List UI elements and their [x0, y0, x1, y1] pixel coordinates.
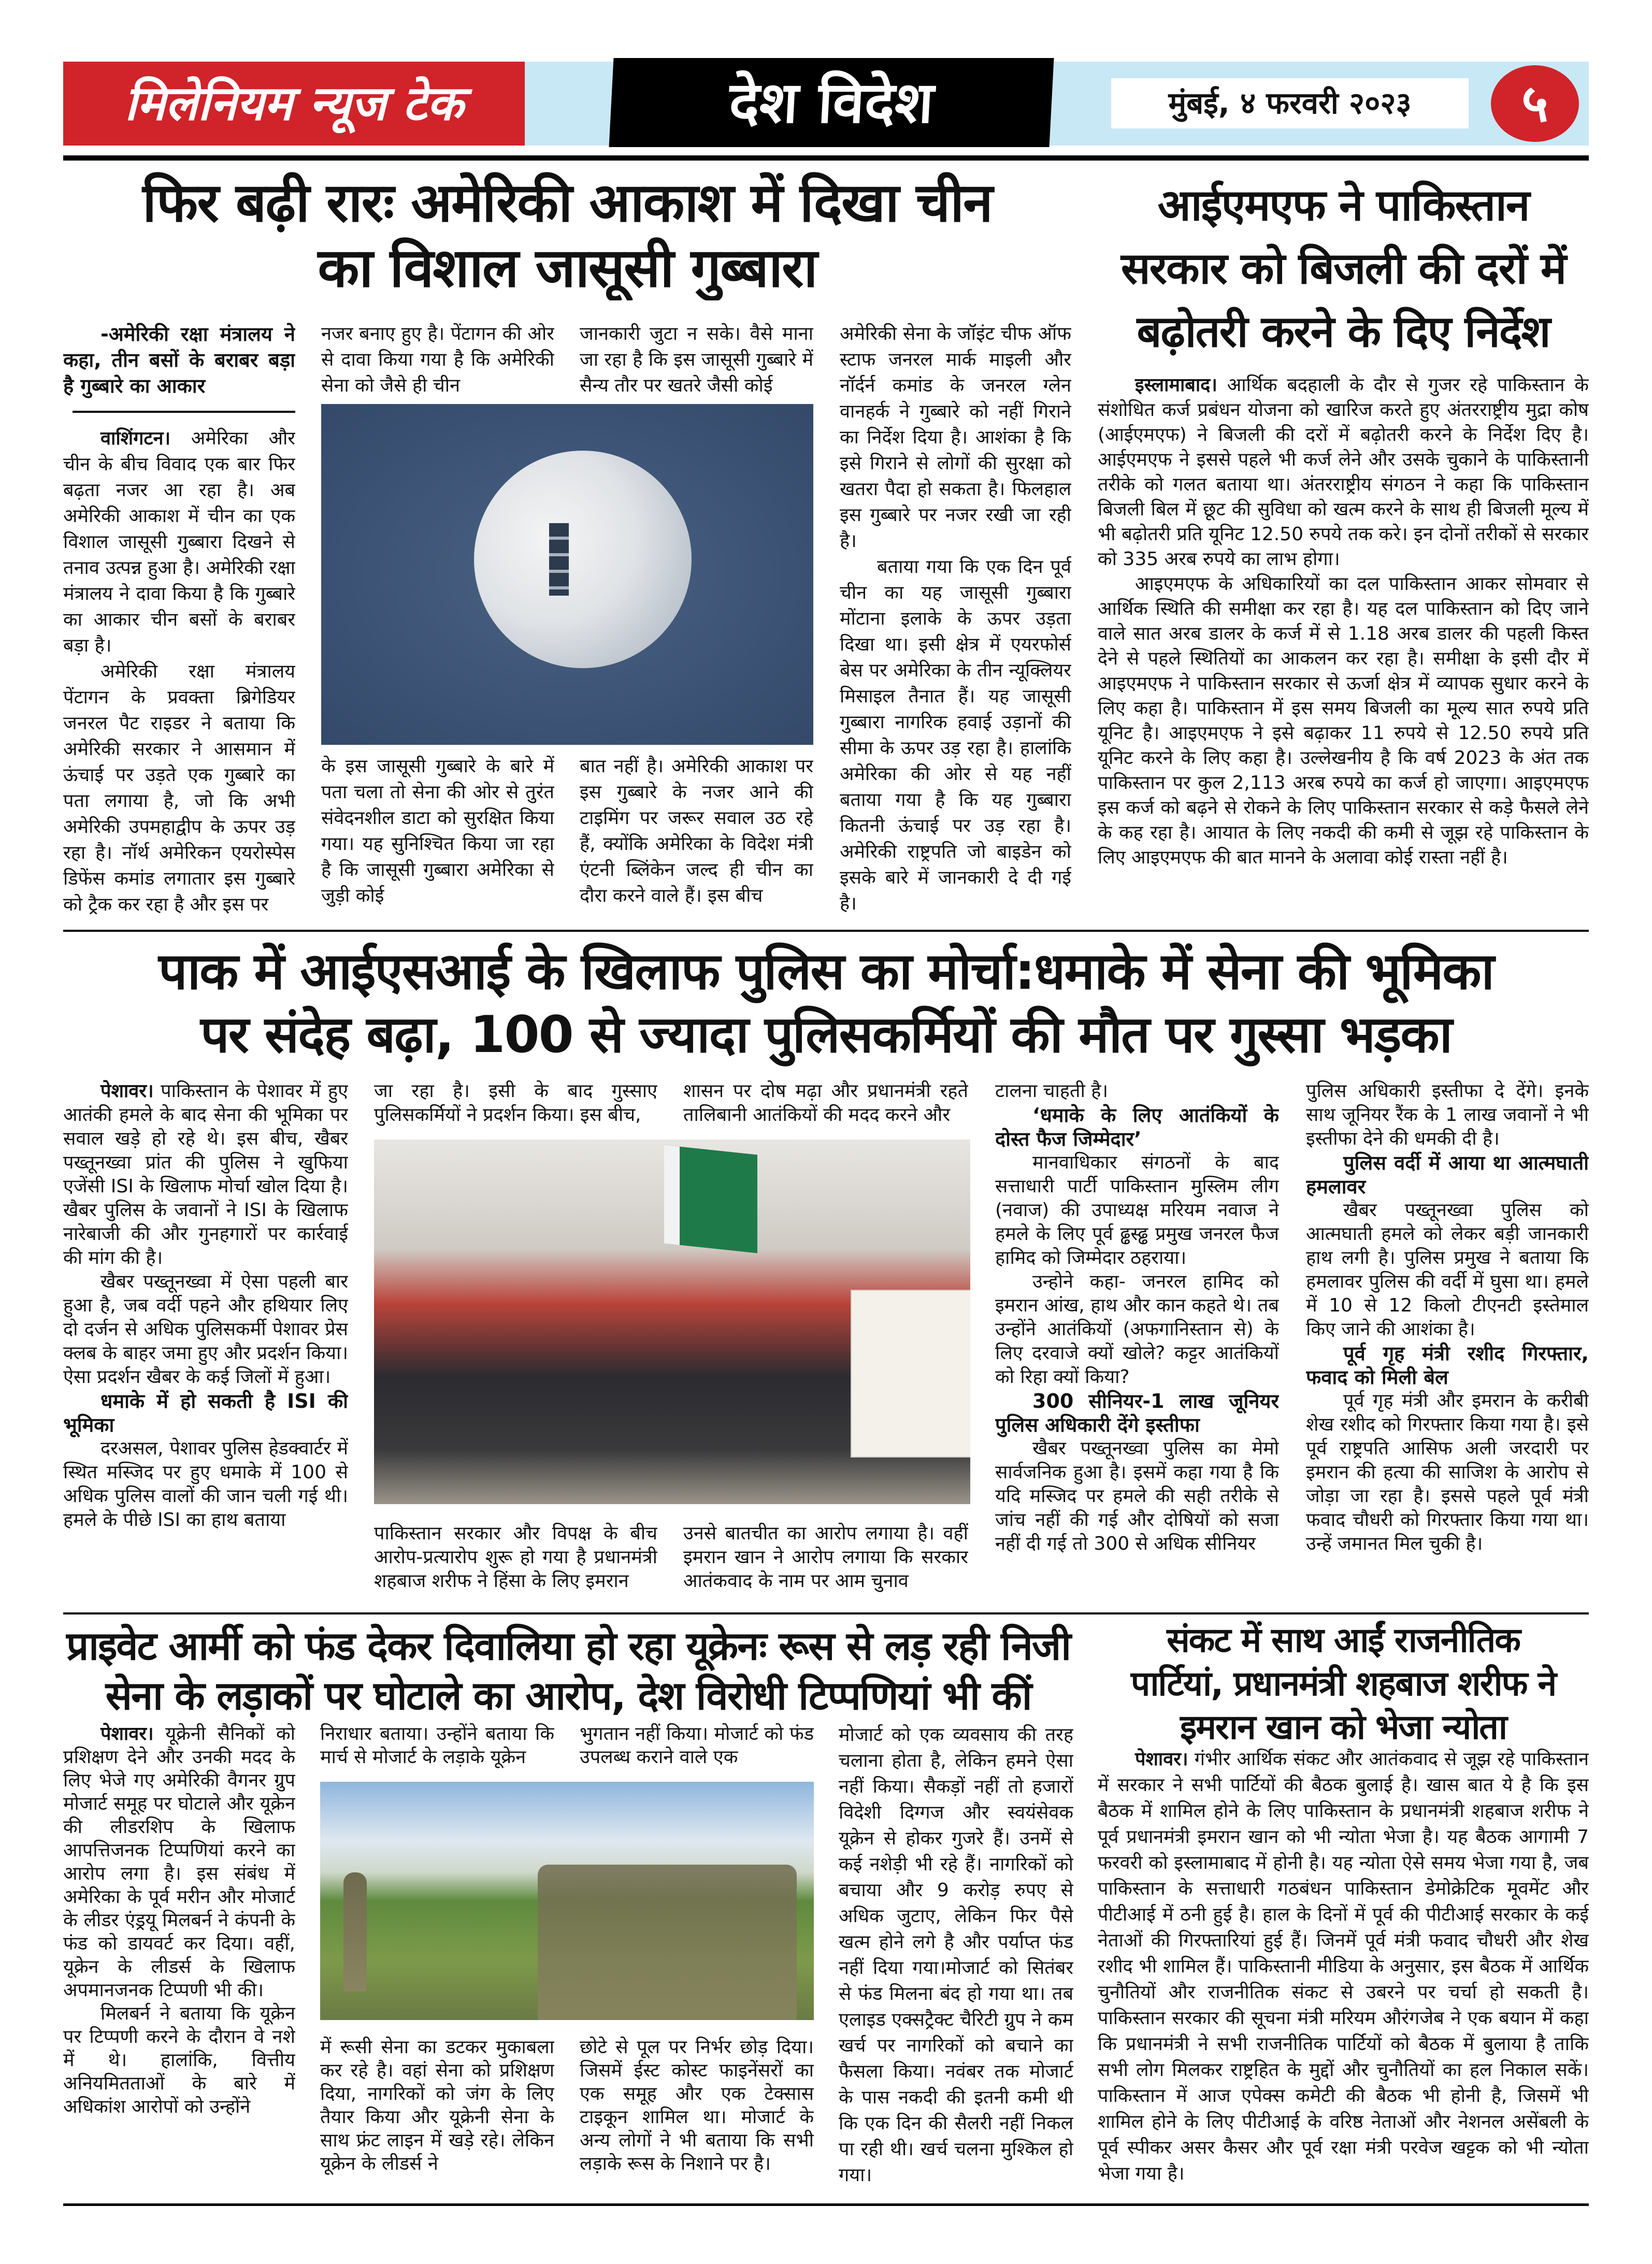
article-paragraph [1306, 1389, 1589, 1556]
paragraph-text: निराधार बताया। उन्होंने बताया कि मार्च से मोजार्ट के लड़ाके यूक्रेन [320, 1723, 554, 1768]
balloon-column-2-bottom [321, 754, 554, 914]
ukraine-troops-photo [320, 1782, 814, 2020]
paragraph-text: के इस जासूसी गुब्बारे के बारे में पता चला तो सेना की ओर से तुरंत संवेदनशील डाटा को सुरक्षित किया गया। यह सुनिश्चित किया जा रहा है कि जासूसी गुब्बारा अमेरिका से जुड़ी कोई [321, 756, 554, 906]
police-protest-photo [374, 1140, 970, 1504]
article-paragraph [63, 1437, 348, 1532]
paragraph-text: भुगतान नहीं किया। मोजार्ट को फंड उपलब्ध कराने वाले एक [580, 1723, 814, 1768]
paragraph-text: गंभीर आर्थिक संकट और आतंकवाद से जूझ रहे पाकिस्तान में सरकार ने सभी पार्टियों की बैठक बुलाई है। खास बात ये है कि इस बैठक में शामिल होने के लिए पाकिस्तान के प्रधानमंत्री शहबाज शरीफ ने पूर्व प्रधानमंत्री इमरान खान को भी न्योता भेजा है। यह बैठक आगामी 7 फरवरी को इस्लामाबाद में होनी है। यह न्योता ऐसे समय भेजा गया है, जब पाकिस्तान के सत्ताधारी गठबंधन पाकिस्तान डेमोक्रेटिक मूवमेंट और पीटीआई में ठनी हुई है। हाल के दिनों में पूर्व की पीटीआई सरकार के कई नेताओं की गिरफ्तारियां हुई हैं। जिनमें पूर्व मंत्री फवाद चौधरी और शेख रशीद भी शामिल हैं। पाकिस्तानी मीडिया के अनुसार, इस बैठक में आर्थिक चुनौतियों और राजनीतिक संकट से उबरने पर चर्चा हो सकती है। पाकिस्तान सरकार की सूचना मंत्री मरियम औरंगजेब ने एक बयान में कहा कि प्रधानमंत्री ने सभी राजनीतिक पार्टियों को बैठक में बुलाया है ताकि सभी लोग मिलकर राष्ट्रहित के मुद्दों और चुनौतियों का हल निकाल सकें। पाकिस्तान में आज एपेक्स कमेटी की बैठक भी होनी है, जिसमें भी शामिल होने के लिए पीटीआई के वरिष्ठ नेताओं और नेशनल असेंबली के पूर्व स्पीकर असर कैसर और पूर्व रक्षा मंत्री परवेज खट्टक को भी न्योता भेजा गया है। [1098, 1749, 1589, 2184]
pakistan-flag [664, 1145, 757, 1253]
article-paragraph [63, 1079, 348, 1270]
paragraph-text: आर्थिक बदहाली के दौर से गुजर रहे पाकिस्तान के संशोधित कर्ज प्रबंधन योजना को खारिज करते हुए अंतरराष्ट्रीय मुद्रा कोष (आईएमएफ) ने बिजली की दरों में बढ़ोतरी करने के निर्देश दिए है। आईएमएफ ने इससे पहले भी कर्ज लेने और उसके चुकाने के पाकिस्तानी तरीके को गलत बताया था। अंतरराष्ट्रीय संगठन ने कहा कि पाकिस्तान बिजली बिल में छूट की सुविधा को खत्म करने के साथ ही बिजली मूल्य में भी बढ़ोतरी प्रति यूनिट 12.50 रुपये तक करे। इन दोनों तरीकों से सरकार को 335 अरब रुपये का लाभ होगा। [1098, 374, 1589, 570]
imf-headline [1098, 174, 1589, 363]
balloon-column-3-top [580, 321, 813, 399]
troops-group [538, 1865, 797, 2020]
article-paragraph [374, 1522, 657, 1593]
dateline: पेशावर। [1135, 1749, 1188, 1770]
ukraine-column-1 [63, 1722, 295, 2191]
article-paragraph [1098, 572, 1589, 870]
headline-line: का विशाल जासूसी गुब्बारा [318, 236, 817, 299]
masthead-rule [63, 155, 1589, 161]
article-subheading: पुलिस वर्दी में आया था आत्मघाती हमलावर [1306, 1151, 1589, 1198]
section-divider [63, 1612, 1589, 1614]
subhead-rule [73, 411, 295, 413]
article-subheading: धमाके में हो सकती है ISI की भूमिका [63, 1390, 348, 1436]
paragraph-text: अमेरिकी सेना के जॉइंट चीफ ऑफ स्टाफ जनरल मार्क माइली और नॉर्दर्न कमांड के जनरल ग्लेन वानहर्क ने गुब्बारे को नहीं गिराने का निर्देश दिया है। आशंका है कि इसे गिराने से लोगों की सुरक्षा को खतरा पैदा हो सकता है। फिलहाल इस गुब्बारे पर नजर रखी जा रही है। [840, 323, 1071, 552]
bottom-rule [63, 2203, 1589, 2206]
spy-balloon-photo [321, 404, 813, 745]
section-title: देश विदेश [609, 58, 1054, 147]
headline-line: सरकार को बिजली की दरों में [1121, 243, 1566, 294]
article-paragraph [63, 1270, 348, 1389]
isi-column-2-bottom [374, 1522, 657, 1597]
article-paragraph [580, 754, 813, 909]
paragraph-text: बताया गया कि एक दिन पूर्व चीन का यह जासूसी गुब्बारा मोंटाना इलाके के ऊपर उड़ता दिखा था। इसी क्षेत्र में एयरफोर्स बेस पर अमेरिका के तीन न्यूक्लियर मिसाइल तैनात हैं। यह जासूसी गुब्बारा नागरिक हवाई उड़ानों की सीमा के ऊपर उड़ रहा है। हालांकि अमेरिका की ओर से यह नहीं बताया गया है कि यह गुब्बारा कितनी ऊंचाई पर उड़ रहा है। अमेरिकी राष्ट्रपति जो बाइडेन को इसके बारे में जानकारी दे दी गई है। [840, 556, 1071, 914]
headline-line: प्राइवेट आर्मी को फंड देकर दिवालिया हो रहा यूक्रेनः रूस से लड़ रही निजी [66, 1623, 1070, 1669]
paragraph-text: बात नहीं है। अमेरिकी आकाश पर इस गुब्बारे के नजर आने की टाइमिंग पर जरूर सवाल उठ रहे हैं, क्योंकि अमेरिका के विदेश मंत्री एंटनी ब्लिंकेन जल्द ही चीन का दौरा करने वाले हैं। इस बीच [580, 756, 813, 906]
balloon-column-2-top [321, 321, 554, 399]
paragraph-text: उन्होने कहा- जनरल हामिद को इमरान आंख, हाथ और कान कहते थे। तब उन्होंने आतंकियों (अफगानिस्तान से) के लिए दरवाजे क्यों खोले? कट्टर आतंकियों को रिहा क्यों किया? [995, 1271, 1279, 1388]
isi-column-4 [995, 1079, 1279, 1603]
isi-column-5 [1306, 1079, 1589, 1603]
article-paragraph [63, 2002, 295, 2118]
paragraph-text: दरअसल, पेशावर पुलिस हेडक्वार्टर में स्थित मस्जिद पर हुए धमाके में 100 से अधिक पुलिस वालों की जान चली गई थी। हमले के पीछे ISI का हाथ बताया [63, 1438, 348, 1531]
paragraph-text: मिलबर्न ने बताया कि यूक्रेन पर टिप्पणी करने के दौरान वे नशे में थे। हालांकि, वित्तीय अनियमितताओं के बारे में अधिकांश आरोपों को उन्होंने [63, 2003, 295, 2117]
article-paragraph [1098, 1747, 1589, 2187]
balloon-column-1 [63, 426, 295, 918]
headline-line: पार्टियां, प्रधानमंत्री शहबाज शरीफ ने [1130, 1664, 1556, 1704]
paragraph-text: मोजार्ट को एक व्यवसाय की तरह चलाना होता है, लेकिन हमने ऐसा नहीं किया। सैकड़ों नहीं तो हजारों विदेशी दिग्गज और स्वयंसेवक यूक्रेन से होकर गुजरे हैं। उनमें से कई नशेड़ी भी रहे हैं। नागरिकों को बचाया और 9 करोड़ रुपए से अधिक जुटाए, लेकिन फिर पैसे खत्म होने लगे है और पर्याप्त फंड नहीं दिया गया।मोजार्ट को सितंबर से फंड मिलना बंद हो गया था। तब एलाइड एक्सट्रैक्ट चैरिटी ग्रुप ने कम खर्च पर नागरिकों को बचाने का फैसला किया। नवंबर तक मोजार्ट के पास नकदी की इतनी कमी थी कि एक दिन की सैलरी नहीं निकल पा रही थी। खर्च चलना मुश्किल हो गया। [839, 1724, 1073, 2186]
section-divider [63, 930, 1589, 932]
headline-line: पर संदेह बढ़ा, 100 से ज्यादा पुलिसकर्मियों की मौत पर गुस्सा भड़का [200, 1005, 1452, 1064]
article-paragraph [840, 554, 1071, 917]
paragraph-text: पूर्व गृह मंत्री और इमरान के करीबी शेख रशीद को गिरफ्तार किया गया है। इसे पूर्व राष्ट्रपति आसिफ अली जरदारी पर इमरान की हत्या की साजिश के आरोप से जोड़ा जा रहा है। इससे पहले पूर्व मंत्री फवाद चौधरी को गिरफ्तार किया गया था। उन्हें जमानत मिल चुकी है। [1306, 1390, 1589, 1554]
dateline: पेशावर। [100, 1080, 154, 1102]
paragraph-text: पाकिस्तान के पेशावर में हुए आतंकी हमले के बाद सेना की भूमिका पर सवाल खड़े हो रहे थे। इस बीच, खैबर पख्तूनख्वा प्रांत की पुलिस ने खुफिया एजेंसी ISI के खिलाफ मोर्चा खोल दिया है। खैबर पुलिस के जवानों ने ISI के खिलाफ नारेबाजी की और गुनहगारों पर कार्रवाई की मांग की है। [63, 1080, 348, 1268]
instructor-figure [343, 1872, 367, 1992]
article-paragraph [995, 1151, 1279, 1270]
dateline: इस्लामाबाद। [1135, 374, 1217, 396]
paragraph-text: जा रहा है। इसी के बाद गुस्साए पुलिसकर्मियों ने प्रदर्शन किया। इस बीच, [374, 1080, 657, 1126]
article-paragraph [63, 426, 295, 659]
headline-line: इमरान खान को भेजा न्योता [1180, 1707, 1507, 1747]
paragraph-text: पाकिस्तान सरकार और विपक्ष के बीच आरोप-प्रत्यारोप शुरू हो गया है प्रधानमंत्री शहबाज शरीफ ने हिंसा के लिए इमरान [374, 1523, 657, 1592]
paragraph-text: में रूसी सेना का डटकर मुकाबला कर रहे है। वहां सेना को प्रशिक्षण दिया, नागरिकों को जंग के लिए तैयार किया और यूक्रेनी सेना के साथ फ्रंट लाइन में खड़े रहे। लेकिन यूक्रेन के लीडर्स ने [320, 2037, 554, 2174]
article-paragraph [1098, 373, 1589, 572]
article-paragraph [995, 1437, 1279, 1556]
paragraph-text: खैबर पख्तूनख्वा में ऐसा पहली बार हुआ है, जब वर्दी पहने और हथियार लिए दो दर्जन से अधिक पुलिसकर्मी पेशावर प्रेस क्लब के बाहर जमा हुए और प्रदर्शन किया। ऐसा प्रदर्शन खैबर के कई जिलों में हुआ। [63, 1271, 348, 1388]
headline-line: संकट में साथ आईं राजनीतिक [1167, 1620, 1520, 1660]
balloon-headline [63, 170, 1071, 300]
headline-line: आईएमएफ ने पाकिस्तान [1157, 180, 1529, 230]
article-paragraph [1306, 1079, 1589, 1151]
balloon-column-4 [840, 321, 1071, 917]
article-paragraph [321, 321, 554, 399]
protest-placard [851, 1290, 970, 1458]
article-paragraph [1306, 1199, 1589, 1342]
article-paragraph [839, 1722, 1073, 2188]
allparty-headline [1098, 1619, 1589, 1749]
article-paragraph [580, 321, 813, 399]
isi-column-3-top [683, 1079, 968, 1131]
paragraph-text: छोटे से पूल पर निर्भर छोड़ दिया। जिसमें ईस्ट कोस्ट फाइनेंसरों का एक समूह और एक टेक्सास टाइकून शामिल था। मोजार्ट के अन्य लोगों ने भी बताया कि सभी लड़ाके रूस के निशाने पर है। [580, 2037, 814, 2174]
paragraph-text: शासन पर दोष मढ़ा और प्रधानमंत्री रहते तालिबानी आतंकियों की मदद करने और [683, 1080, 968, 1126]
dateline: पेशावर। [100, 1723, 154, 1744]
article-paragraph [320, 1722, 554, 1769]
headline-line: पाक में आईएसआई के खिलाफ पुलिस का मोर्चा:धमाके में सेना की भूमिका [159, 942, 1493, 1001]
article-paragraph [63, 1722, 295, 2002]
paragraph-text: टालना चाहती है। [995, 1080, 1108, 1102]
ukraine-column-3-bottom [580, 2036, 814, 2191]
article-paragraph [995, 1270, 1279, 1389]
article-subheading: 300 सीनियर-1 लाख जूनियर पुलिस अधिकारी देंगे इस्तीफा [995, 1390, 1279, 1436]
balloon-shape [474, 451, 692, 668]
article-paragraph [580, 1722, 814, 1769]
balloon-column-3-bottom [580, 754, 813, 914]
newspaper-logo: मिलेनियम न्यूज टेक [63, 62, 525, 146]
article-paragraph [683, 1079, 968, 1127]
headline-line: बढ़ोतरी करने के दिए निर्देश [1137, 306, 1550, 357]
balloon-subhead: -अमेरिकी रक्षा मंत्रालय ने कहा, तीन बसों के बराबर बड़ा है गुब्बारे का आकार [63, 323, 295, 397]
article-paragraph [321, 754, 554, 909]
paragraph-text: यूक्रेनी सैनिकों को प्रशिक्षण देने और उनकी मदद के लिए भेजे गए अमेरिकी वैगनर ग्रुप मोजार्ट समूह पर घोटाले और यूक्रेन की लीडरशिप के खिलाफ आपत्तिजनक टिप्पणियां करने का आरोप लगा है। इस संबंध में अमेरिका के पूर्व मरीन और मोजार्ट के लीडर एंड्रयू मिलबर्न ने कंपनी के फंड को डायवर्ट कर दिया। वहीं, यूक्रेन के लीडर्स के खिलाफ अपमानजनक टिप्पणी भी की। [63, 1723, 295, 2001]
article-paragraph [63, 659, 295, 918]
paragraph-text: पुलिस अधिकारी इस्तीफा दे देंगे। इनके साथ जूनियर रैंक के 1 लाख जवानों ने भी इस्तीफा देने की धमकी दी है। [1306, 1080, 1589, 1149]
paragraph-text: मानवाधिकार संगठनों के बाद सत्ताधारी पार्टी पाकिस्तान मुस्लिम लीग (नवाज) की उपाध्यक्ष मरियम नवाज ने हमले के लिए पूर्व ढ्ढस्ढ्ढ प्रमुख जनरल फैज हामिद को जिम्मेदार ठहराया। [995, 1152, 1279, 1268]
ukraine-column-2-bottom [320, 2036, 554, 2191]
ukraine-column-3-top [580, 1722, 814, 1774]
paragraph-text: उनसे बातचीत का आरोप लगाया है। वहीं इमरान खान ने आरोप लगाया कि सरकार आतंकवाद के नाम पर आम चुनाव [683, 1523, 968, 1592]
isi-column-3-bottom [683, 1522, 968, 1597]
ukraine-headline [63, 1621, 1073, 1721]
dateline: वाशिंगटन। [100, 428, 171, 449]
article-subheading: पूर्व गृह मंत्री रशीद गिरफ्तार, फवाद को मिली बेल [1306, 1342, 1589, 1389]
paragraph-text: जानकारी जुटा न सके। वैसे माना जा रहा है कि इस जासूसी गुब्बारे में सैन्य तौर पर खतरे जैसी कोई [580, 323, 813, 396]
paragraph-text: नजर बनाए हुए है। पेंटागन की ओर से दावा किया गया है कि अमेरिकी सेना को जैसे ही चीन [321, 323, 554, 396]
article-paragraph [580, 2036, 814, 2175]
allparty-body [1098, 1747, 1589, 2192]
edition-date: मुंबई, ४ फरवरी २०२३ [1111, 78, 1469, 128]
article-paragraph [683, 1522, 968, 1593]
isi-headline [63, 940, 1589, 1066]
paragraph-text: खैबर पख्तूनख्वा पुलिस को आत्मघाती हमले को लेकर बड़ी जानकारी हाथ लगी है। पुलिस प्रमुख ने बताया कि हमलावर पुलिस की वर्दी में घुसा था। हमले में 10 से 12 किलो टीएनटी इस्तेमाल किए जाने की आशंका है। [1306, 1200, 1589, 1340]
isi-column-1 [63, 1079, 348, 1603]
headline-line: सेना के लड़ाकों पर घोटाले का आरोप, देश विरोधी टिप्पणियां भी कीं [105, 1672, 1031, 1719]
balloon-payload [549, 523, 569, 596]
headline-line: फिर बढ़ी रारः अमेरिकी आकाश में दिखा चीन [142, 171, 992, 234]
article-subheading: ‘धमाके के लिए आतंकियों के दोस्त फैज जिम्मेदार’ [995, 1104, 1279, 1150]
ukraine-column-4 [839, 1722, 1073, 2191]
article-paragraph [374, 1079, 657, 1127]
page-number-badge: ५ [1491, 65, 1579, 142]
article-paragraph [840, 321, 1071, 554]
article-paragraph [320, 2036, 554, 2175]
paragraph-text: आइएमएफ के अधिकारियों का दल पाकिस्तान आकर सोमवार से आर्थिक स्थिति की समीक्षा कर रहा है। यह दल पाकिस्तान को दिए जाने वाले सात अरब डालर के कर्ज में से 1.18 अरब डालर की पहली किस्त देने से पहले स्थितियों का आकलन कर रहा है। समीक्षा के इसी दौर में आइएमएफ ने पाकिस्तान सरकार से ऊर्जा क्षेत्र में व्यापक सुधार करने के लिए कहा है। पाकिस्तान में इस समय बिजली का मूल्य सात रुपये प्रति यूनिट है। आइएमएफ ने इसे बढ़ाकर 11 रुपये से 12.50 रुपये प्रति यूनिट करने के लिए कहा है। उल्लेखनीय है कि वर्ष 2023 के अंत तक पाकिस्तान पर कुल 2,113 अरब रुपये का कर्ज हो जाएगा। आइएमएफ इस कर्ज को बढ़ने से रोकने के लिए पाकिस्तान सरकार से कड़े फैसले लेने के कह रहा है। आयात के लिए नकदी की कमी से जूझ रहे पाकिस्तान के लिए आइएमएफ की बात मानने के अलावा कोई रास्ता नहीं है। [1098, 573, 1589, 868]
paragraph-text: खैबर पख्तूनख्वा पुलिस का मेमो सार्वजनिक हुआ है। इसमें कहा गया है कि यदि मस्जिद पर हमले की सही तरीके से जांच नहीं की गई और दोषियों को सजा नहीं दी गई तो 300 से अधिक सीनियर [995, 1438, 1279, 1554]
paragraph-text: अमेरिकी रक्षा मंत्रालय पेंटागन के प्रवक्ता ब्रिगेडियर जनरल पैट राइडर ने बताया कि अमेरिकी सरकार ने आसमान में ऊंचाई पर उड़ते एक गुब्बारे का पता लगाया है, जो कि अभी अमेरिकी उपमहाद्वीप के ऊपर उड़ रहा है। नॉर्थ अमेरिकन एयरोस्पेस डिफेंस कमांड लगातार इस गुब्बारे को ट्रैक कर रहा है और इस पर [63, 661, 295, 915]
isi-column-2-top [374, 1079, 657, 1131]
article-paragraph [995, 1079, 1279, 1103]
ukraine-column-2-top [320, 1722, 554, 1774]
paragraph-text: अमेरिका और चीन के बीच विवाद एक बार फिर बढ़ता नजर आ रहा है। अब अमेरिकी आकाश में चीन का एक विशाल जासूसी गुब्बारा दिखने से तनाव उत्पन्न हुआ है। अमेरिकी रक्षा मंत्रालय ने दावा किया है कि गुब्बारे का आकार चीन बसों के बराबर बड़ा है। [63, 428, 295, 656]
imf-body [1098, 373, 1589, 919]
